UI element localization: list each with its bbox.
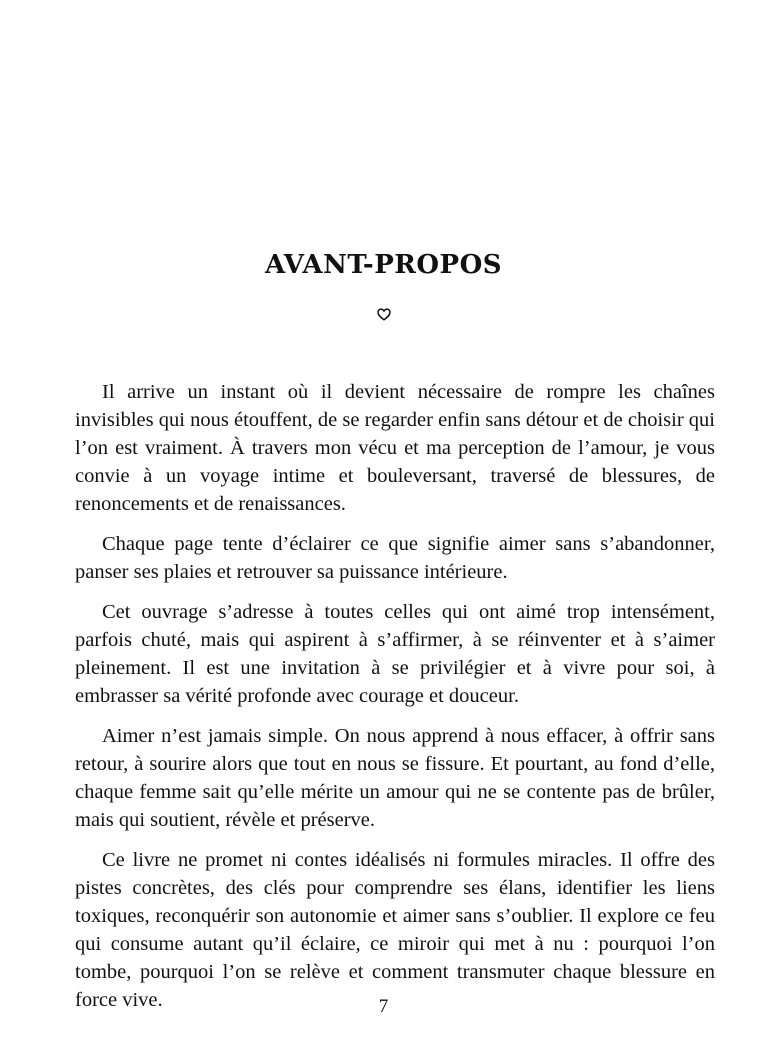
heart-outline-icon <box>377 308 391 321</box>
paragraph-1: Il arrive un instant où il devient nécessaire de rompre les chaînes invisibles qui nous étouffent, de se regarder enfin sans détour et de choisir qui l’on est vraiment. À travers mon vécu et ma perception de l’amour, je vous convie à un voyage intime et bouleversant, traversé de blessures, de renoncements et de renaissances. <box>75 381 715 515</box>
page-number: 7 <box>378 996 389 1017</box>
paragraph-4: Aimer n’est jamais simple. On nous apprend à nous effacer, à offrir sans retour, à sourire alors que tout en nous se fissure. Et pourtant, au fond d’elle, chaque femme sait qu’elle mérite un amour qui ne se contente pas de brûler, mais qui soutient, révèle et préserve. <box>75 725 715 831</box>
paragraph-3: Cet ouvrage s’adresse à toutes celles qui ont aimé trop intensément, parfois chuté, mais qui aspirent à s’affirmer, à se réinventer et à s’aimer pleinement. Il est une invitation à se privilégier et à vivre pour soi, à embrasser sa vérité profonde avec courage et douceur. <box>75 601 715 707</box>
heart-ornament-icon <box>0 304 767 324</box>
paragraph-5: Ce livre ne promet ni contes idéalisés ni formules miracles. Il offre des pistes concrètes, des clés pour comprendre ses élans, identifier les liens toxiques, reconquérir son autonomie et aimer sans s’oublier. Il explore ce feu qui consume autant qu’il éclaire, ce miroir qui met à nu : pourquoi l’on tombe, pourquoi l’on se relève et comment transmuter chaque blessure en force vive. <box>75 849 715 1011</box>
chapter-title: AVANT-PROPOS <box>265 250 502 280</box>
foreword-body <box>75 378 715 1026</box>
paragraph-2: Chaque page tente d’éclairer ce que signifie aimer sans s’abandonner, panser ses plaies et retrouver sa puissance intérieure. <box>75 533 715 583</box>
